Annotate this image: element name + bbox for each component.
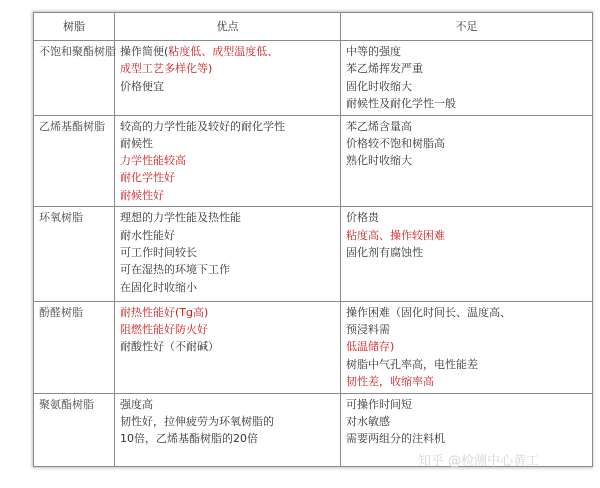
pros-cell	[115, 301, 341, 393]
pros-line: 较高的力学性能及较好的耐化学性	[120, 119, 285, 133]
pros-line: 可在湿热的环境下工作	[120, 263, 230, 277]
pros-cell	[115, 207, 341, 301]
table-row	[34, 115, 593, 207]
cons-line: 熟化时收缩大	[346, 154, 412, 168]
pros-line: 耐候性	[120, 136, 153, 150]
table-row	[34, 207, 593, 301]
pros-line: 阻燃性能好防火好	[120, 323, 208, 337]
pros-line: 韧性好，拉伸疲劳为环氧树脂的	[120, 414, 274, 428]
resin-name: 不饱和聚酯树脂	[34, 41, 115, 116]
pros-line: 耐水性能好	[120, 228, 175, 242]
pros-line: 成型工艺多样化等)	[120, 62, 213, 76]
pros-line: 可工作时间较长	[120, 245, 197, 259]
watermark: 知乎 @检测中心黄工	[418, 454, 540, 469]
table-row	[34, 301, 593, 393]
cons-line: 树脂中气孔率高，电性能差	[346, 357, 478, 371]
cons-line: 韧性差，收缩率高	[346, 374, 434, 388]
pros-line: 耐化学性好	[120, 171, 175, 185]
cons-cell	[341, 301, 593, 393]
header-cons: 不足	[341, 13, 593, 41]
cons-line: 对水敏感	[346, 414, 390, 428]
pros-line: 耐热性能好(Tg高)	[120, 305, 209, 319]
pros-line: 价格便宜	[120, 79, 164, 93]
resin-name: 酚醛树脂	[34, 301, 115, 393]
pros-line: 耐候性好	[120, 188, 164, 202]
pros-cell	[115, 393, 341, 466]
cons-line: 粘度高、操作较困难	[346, 228, 445, 242]
cons-line: 苯乙烯挥发严重	[346, 62, 423, 76]
pros-cell	[115, 41, 341, 116]
table-row	[34, 41, 593, 116]
pros-line: 耐酸性好（不耐碱）	[120, 340, 219, 354]
cons-line: 需要两组分的注料机	[346, 432, 445, 446]
cons-line: 固化剂有腐蚀性	[346, 245, 423, 259]
resin-name: 环氧树脂	[34, 207, 115, 301]
cons-line: 固化时收缩大	[346, 79, 412, 93]
header-row	[34, 13, 593, 41]
pros-line: 在固化时收缩小	[120, 280, 197, 294]
cons-line: 可操作时间短	[346, 397, 412, 411]
cons-line: 苯乙烯含量高	[346, 119, 412, 133]
cons-cell	[341, 115, 593, 207]
header-resin: 树脂	[34, 13, 115, 41]
pros-line: 力学性能较高	[120, 154, 186, 168]
resin-comparison-table	[33, 12, 593, 467]
pros-cell	[115, 115, 341, 207]
header-pros: 优点	[115, 13, 341, 41]
cons-cell	[341, 207, 593, 301]
cons-line: 中等的强度	[346, 45, 401, 58]
cons-line: 预浸料需	[346, 323, 390, 337]
pros-line: 10倍，乙烯基酯树脂的20倍	[120, 432, 258, 446]
pros-line: 理想的力学性能及热性能	[120, 211, 241, 225]
pros-line: 强度高	[120, 397, 153, 411]
cons-line: 价格贵	[346, 211, 379, 225]
resin-name: 聚氨酯树脂	[34, 393, 115, 466]
cons-cell	[341, 41, 593, 116]
cons-line: 操作困难（固化时间长、温度高、	[346, 305, 511, 319]
cons-line: 耐候性及耐化学性一般	[346, 96, 456, 110]
cons-line: 价格较不饱和树脂高	[346, 136, 445, 150]
resin-name: 乙烯基酯树脂	[34, 115, 115, 207]
pros-line: 操作简便(粘度低、成型温度低、	[120, 45, 279, 58]
cons-line: 低温储存)	[346, 340, 395, 354]
